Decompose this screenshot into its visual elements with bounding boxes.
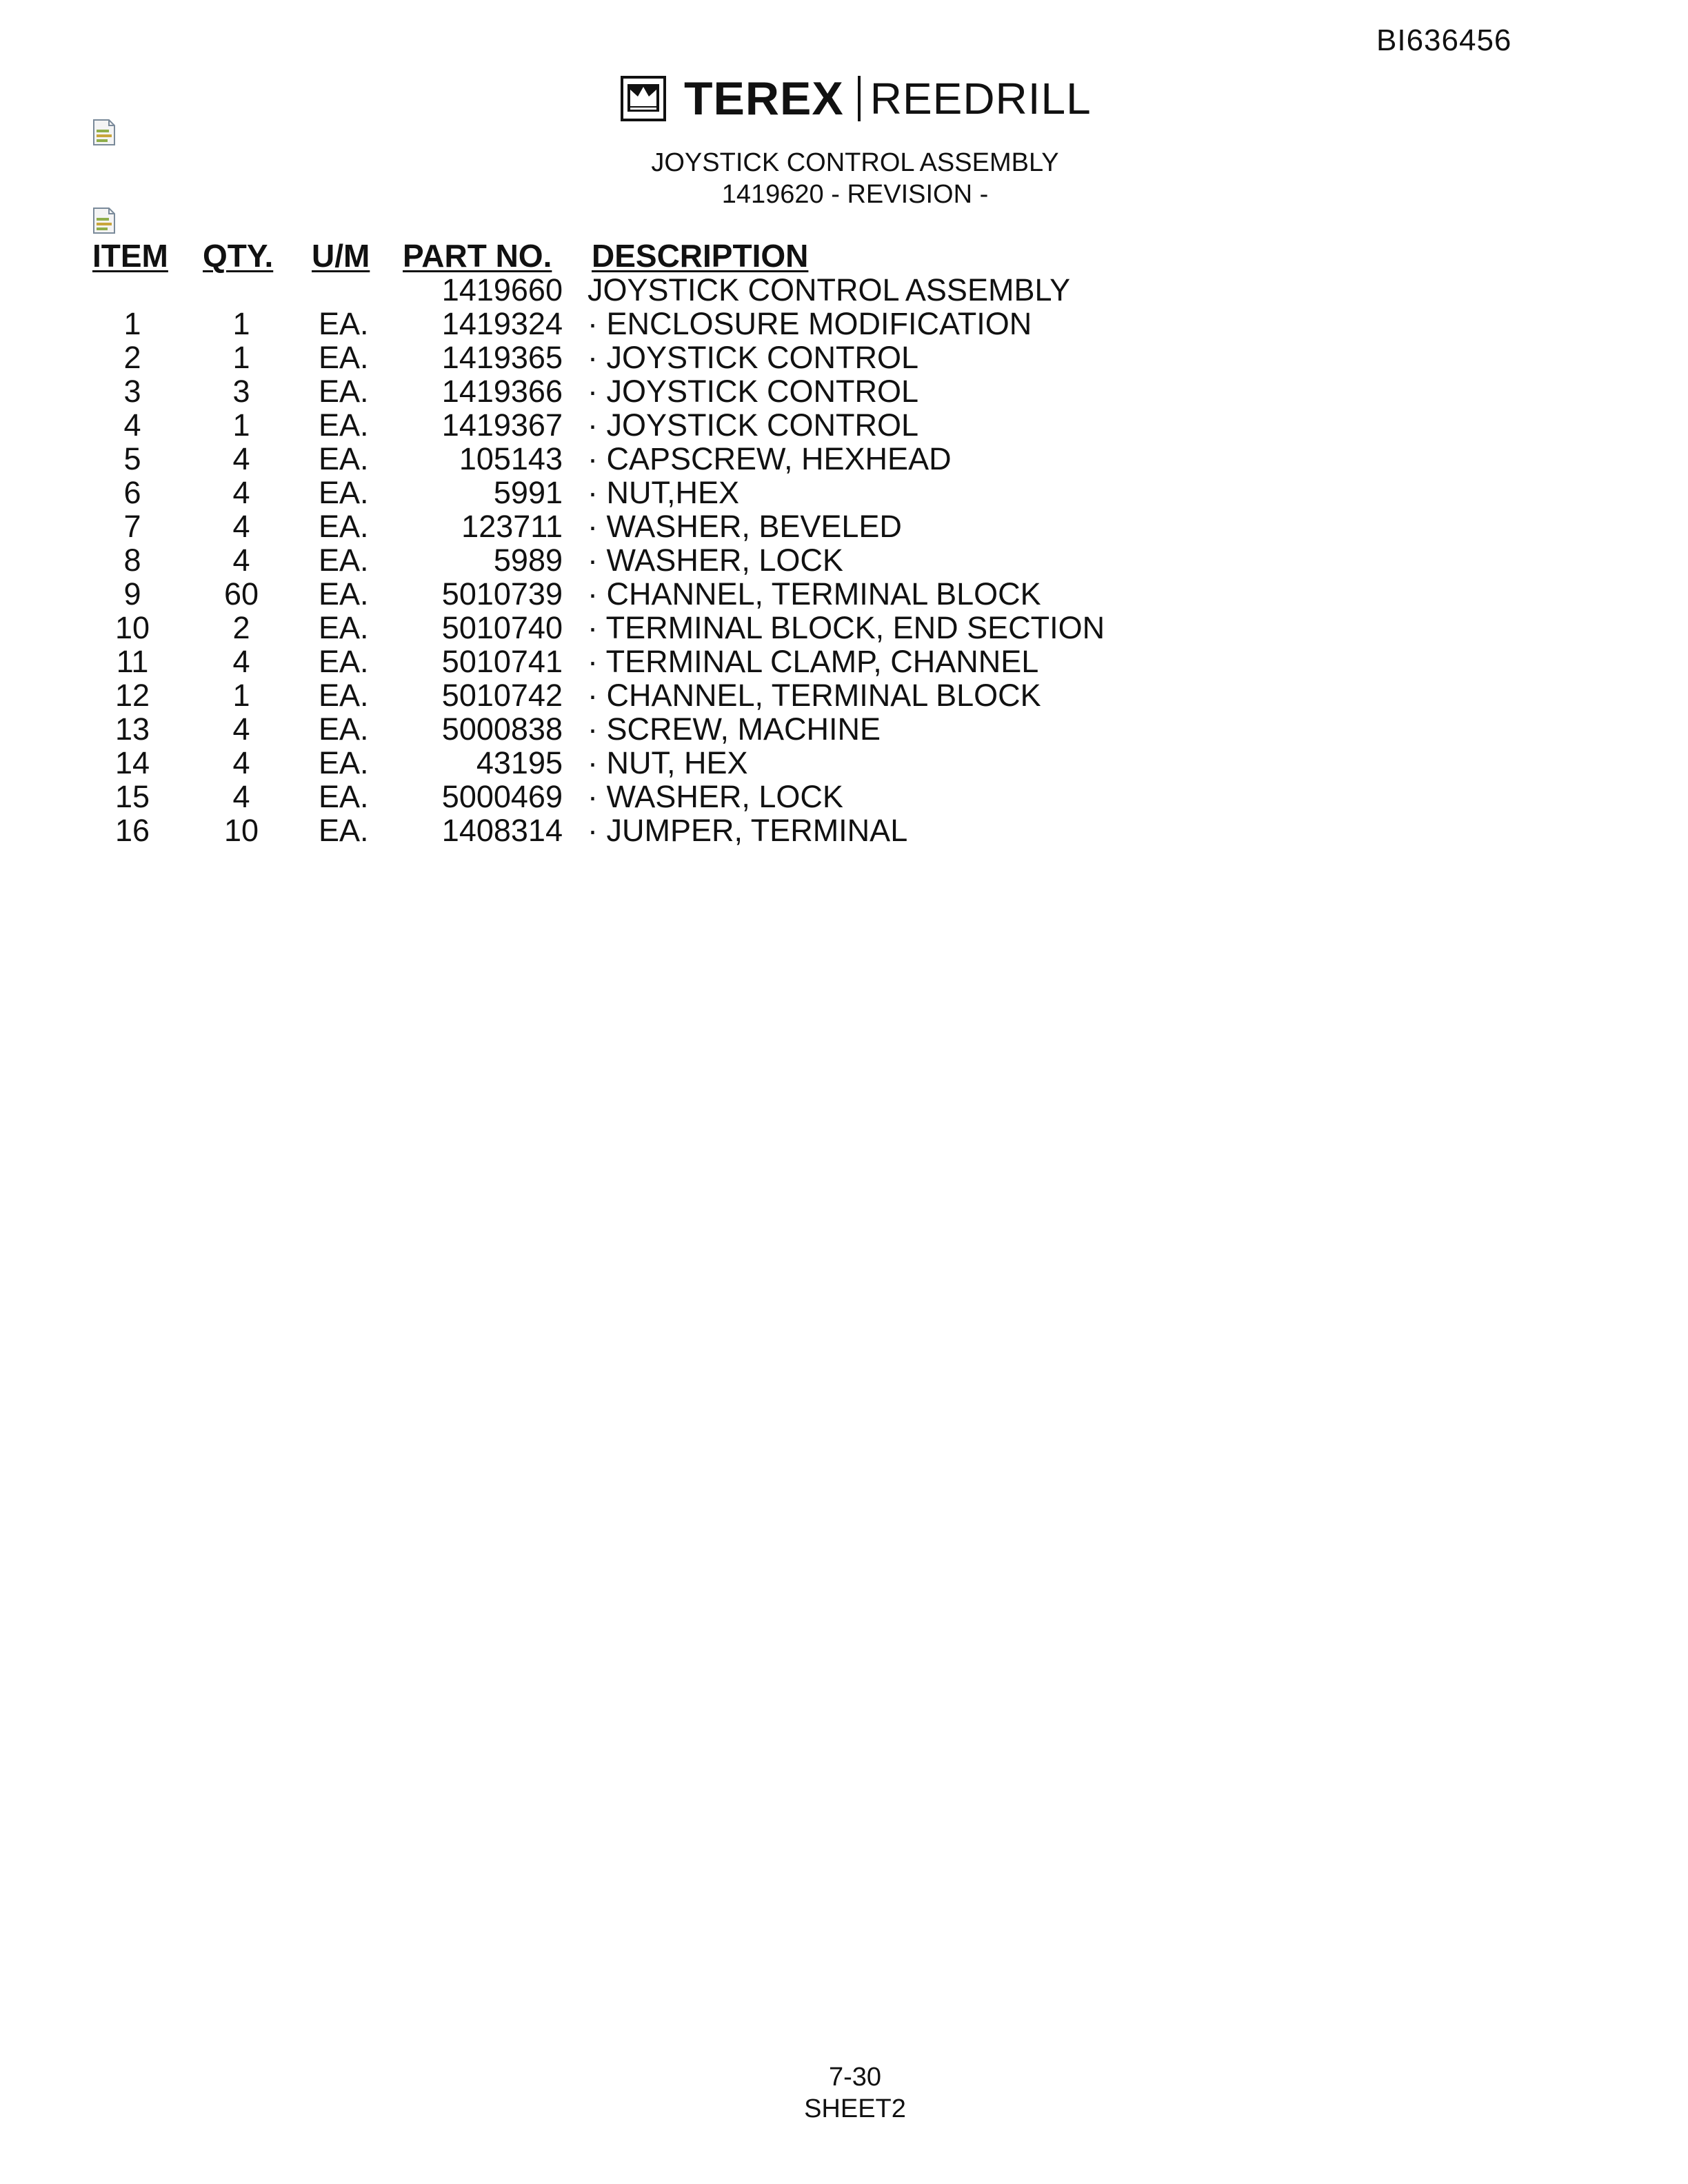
cell-part-no: 5010740 — [441, 610, 563, 645]
document-file-icon[interactable] — [91, 207, 117, 234]
cell-um: EA. — [319, 745, 369, 780]
cell-part-no: 43195 — [476, 745, 563, 780]
cell-qty: 4 — [232, 441, 250, 476]
table-row — [0, 678, 1688, 712]
cell-um: EA. — [319, 509, 369, 544]
cell-part-no: 5000838 — [441, 711, 563, 747]
cell-qty: 1 — [232, 340, 250, 375]
terex-crown-logo-icon — [621, 76, 666, 121]
cell-qty: 1 — [232, 407, 250, 443]
cell-part-no: 5989 — [493, 543, 563, 578]
table-row — [0, 341, 1688, 374]
cell-item: 1 — [123, 306, 141, 341]
cell-um: EA. — [319, 711, 369, 747]
cell-um: EA. — [319, 644, 369, 679]
cell-part-no: 5010739 — [441, 576, 563, 611]
cell-qty: 4 — [232, 745, 250, 780]
table-row — [0, 577, 1688, 611]
table-row — [0, 780, 1688, 813]
cell-qty: 10 — [223, 813, 259, 848]
table-row — [0, 476, 1688, 509]
table-row — [0, 611, 1688, 645]
cell-part-no: 5991 — [493, 475, 563, 510]
cell-qty: 3 — [232, 374, 250, 409]
cell-item: 14 — [114, 745, 150, 780]
cell-part-no: 1408314 — [441, 813, 563, 848]
table-row — [0, 813, 1688, 847]
cell-um: EA. — [319, 779, 369, 814]
cell-qty: 1 — [232, 306, 250, 341]
header-part-no: PART NO. — [403, 238, 552, 274]
header-um: U/M — [312, 238, 370, 274]
cell-description: · WASHER, LOCK — [587, 779, 843, 814]
cell-um: EA. — [319, 813, 369, 848]
cell-description: · TERMINAL BLOCK, END SECTION — [587, 610, 1105, 645]
cell-um: EA. — [319, 407, 369, 443]
cell-description: · JOYSTICK CONTROL — [587, 407, 919, 443]
cell-um: EA. — [319, 543, 369, 578]
table-row — [0, 746, 1688, 780]
cell-item: 10 — [114, 610, 150, 645]
cell-qty: 1 — [232, 678, 250, 713]
cell-item: 16 — [114, 813, 150, 848]
brand-name: TEREX — [684, 72, 844, 125]
page-number: 7-30 — [828, 2063, 882, 2092]
header-description: DESCRIPTION — [592, 238, 809, 274]
cell-um: EA. — [319, 576, 369, 611]
cell-item: 9 — [123, 576, 141, 611]
cell-um: EA. — [319, 441, 369, 476]
cell-qty: 4 — [232, 509, 250, 544]
cell-part-no: 5010741 — [441, 644, 563, 679]
cell-qty: 4 — [232, 711, 250, 747]
table-row — [0, 543, 1688, 577]
logo-divider — [858, 76, 861, 121]
header-qty: QTY. — [203, 238, 274, 274]
cell-um: EA. — [319, 340, 369, 375]
cell-item: 12 — [114, 678, 150, 713]
cell-description: · JOYSTICK CONTROL — [587, 340, 919, 375]
cell-item: 7 — [123, 509, 141, 544]
cell-description: · NUT, HEX — [587, 745, 748, 780]
cell-description: · CHANNEL, TERMINAL BLOCK — [587, 576, 1041, 611]
sheet-label: SHEET2 — [804, 2094, 906, 2123]
cell-item: 11 — [116, 644, 149, 679]
cell-part-no: 123711 — [461, 509, 563, 544]
cell-part-no: 1419365 — [441, 340, 563, 375]
cell-part-no: 105143 — [459, 441, 563, 476]
cell-qty: 4 — [232, 543, 250, 578]
document-subtitle: 1419620 - REVISION - — [721, 180, 989, 209]
cell-qty: 4 — [232, 475, 250, 510]
cell-part-no: 5010742 — [441, 678, 563, 713]
cell-item: 6 — [123, 475, 141, 510]
cell-part-no: 1419367 — [441, 407, 563, 443]
document-file-icon[interactable] — [91, 119, 117, 146]
cell-um: EA. — [319, 475, 369, 510]
cell-part-no: 1419366 — [441, 374, 563, 409]
cell-qty: 60 — [223, 576, 259, 611]
cell-description: · TERMINAL CLAMP, CHANNEL — [587, 644, 1039, 679]
cell-description: · CHANNEL, TERMINAL BLOCK — [587, 678, 1041, 713]
cell-qty: 2 — [232, 610, 250, 645]
cell-description: · NUT,HEX — [587, 475, 740, 510]
header-item: ITEM — [92, 238, 168, 274]
cell-item: 5 — [123, 441, 141, 476]
document-id: BI636456 — [1376, 23, 1512, 57]
terex-reedrill-logo — [621, 74, 1092, 123]
table-row — [0, 712, 1688, 746]
table-row — [0, 509, 1688, 543]
cell-description: · WASHER, BEVELED — [587, 509, 902, 544]
cell-item: 13 — [114, 711, 150, 747]
cell-description: · SCREW, MACHINE — [587, 711, 881, 747]
table-row — [0, 442, 1688, 476]
cell-part-no: 1419324 — [441, 306, 563, 341]
cell-um: EA. — [319, 306, 369, 341]
cell-description: · ENCLOSURE MODIFICATION — [587, 306, 1032, 341]
cell-item: 3 — [123, 374, 141, 409]
table-row — [0, 408, 1688, 442]
cell-item: 15 — [114, 779, 150, 814]
cell-description: · CAPSCREW, HEXHEAD — [587, 441, 952, 476]
table-row — [0, 273, 1688, 307]
table-row — [0, 645, 1688, 678]
table-row — [0, 374, 1688, 408]
cell-part-no: 5000469 — [441, 779, 563, 814]
cell-part-no: 1419660 — [441, 272, 563, 307]
cell-description: · JOYSTICK CONTROL — [587, 374, 919, 409]
cell-item: 8 — [123, 543, 141, 578]
cell-description: · JUMPER, TERMINAL — [587, 813, 908, 848]
cell-item: 4 — [123, 407, 141, 443]
cell-qty: 4 — [232, 779, 250, 814]
cell-item: 2 — [123, 340, 141, 375]
cell-um: EA. — [319, 678, 369, 713]
cell-description: JOYSTICK CONTROL ASSEMBLY — [587, 272, 1071, 307]
cell-description: · WASHER, LOCK — [587, 543, 843, 578]
cell-um: EA. — [319, 610, 369, 645]
document-title: JOYSTICK CONTROL ASSEMBLY — [651, 148, 1059, 177]
cell-qty: 4 — [232, 644, 250, 679]
cell-um: EA. — [319, 374, 369, 409]
product-name: REEDRILL — [870, 74, 1092, 123]
table-row — [0, 307, 1688, 341]
